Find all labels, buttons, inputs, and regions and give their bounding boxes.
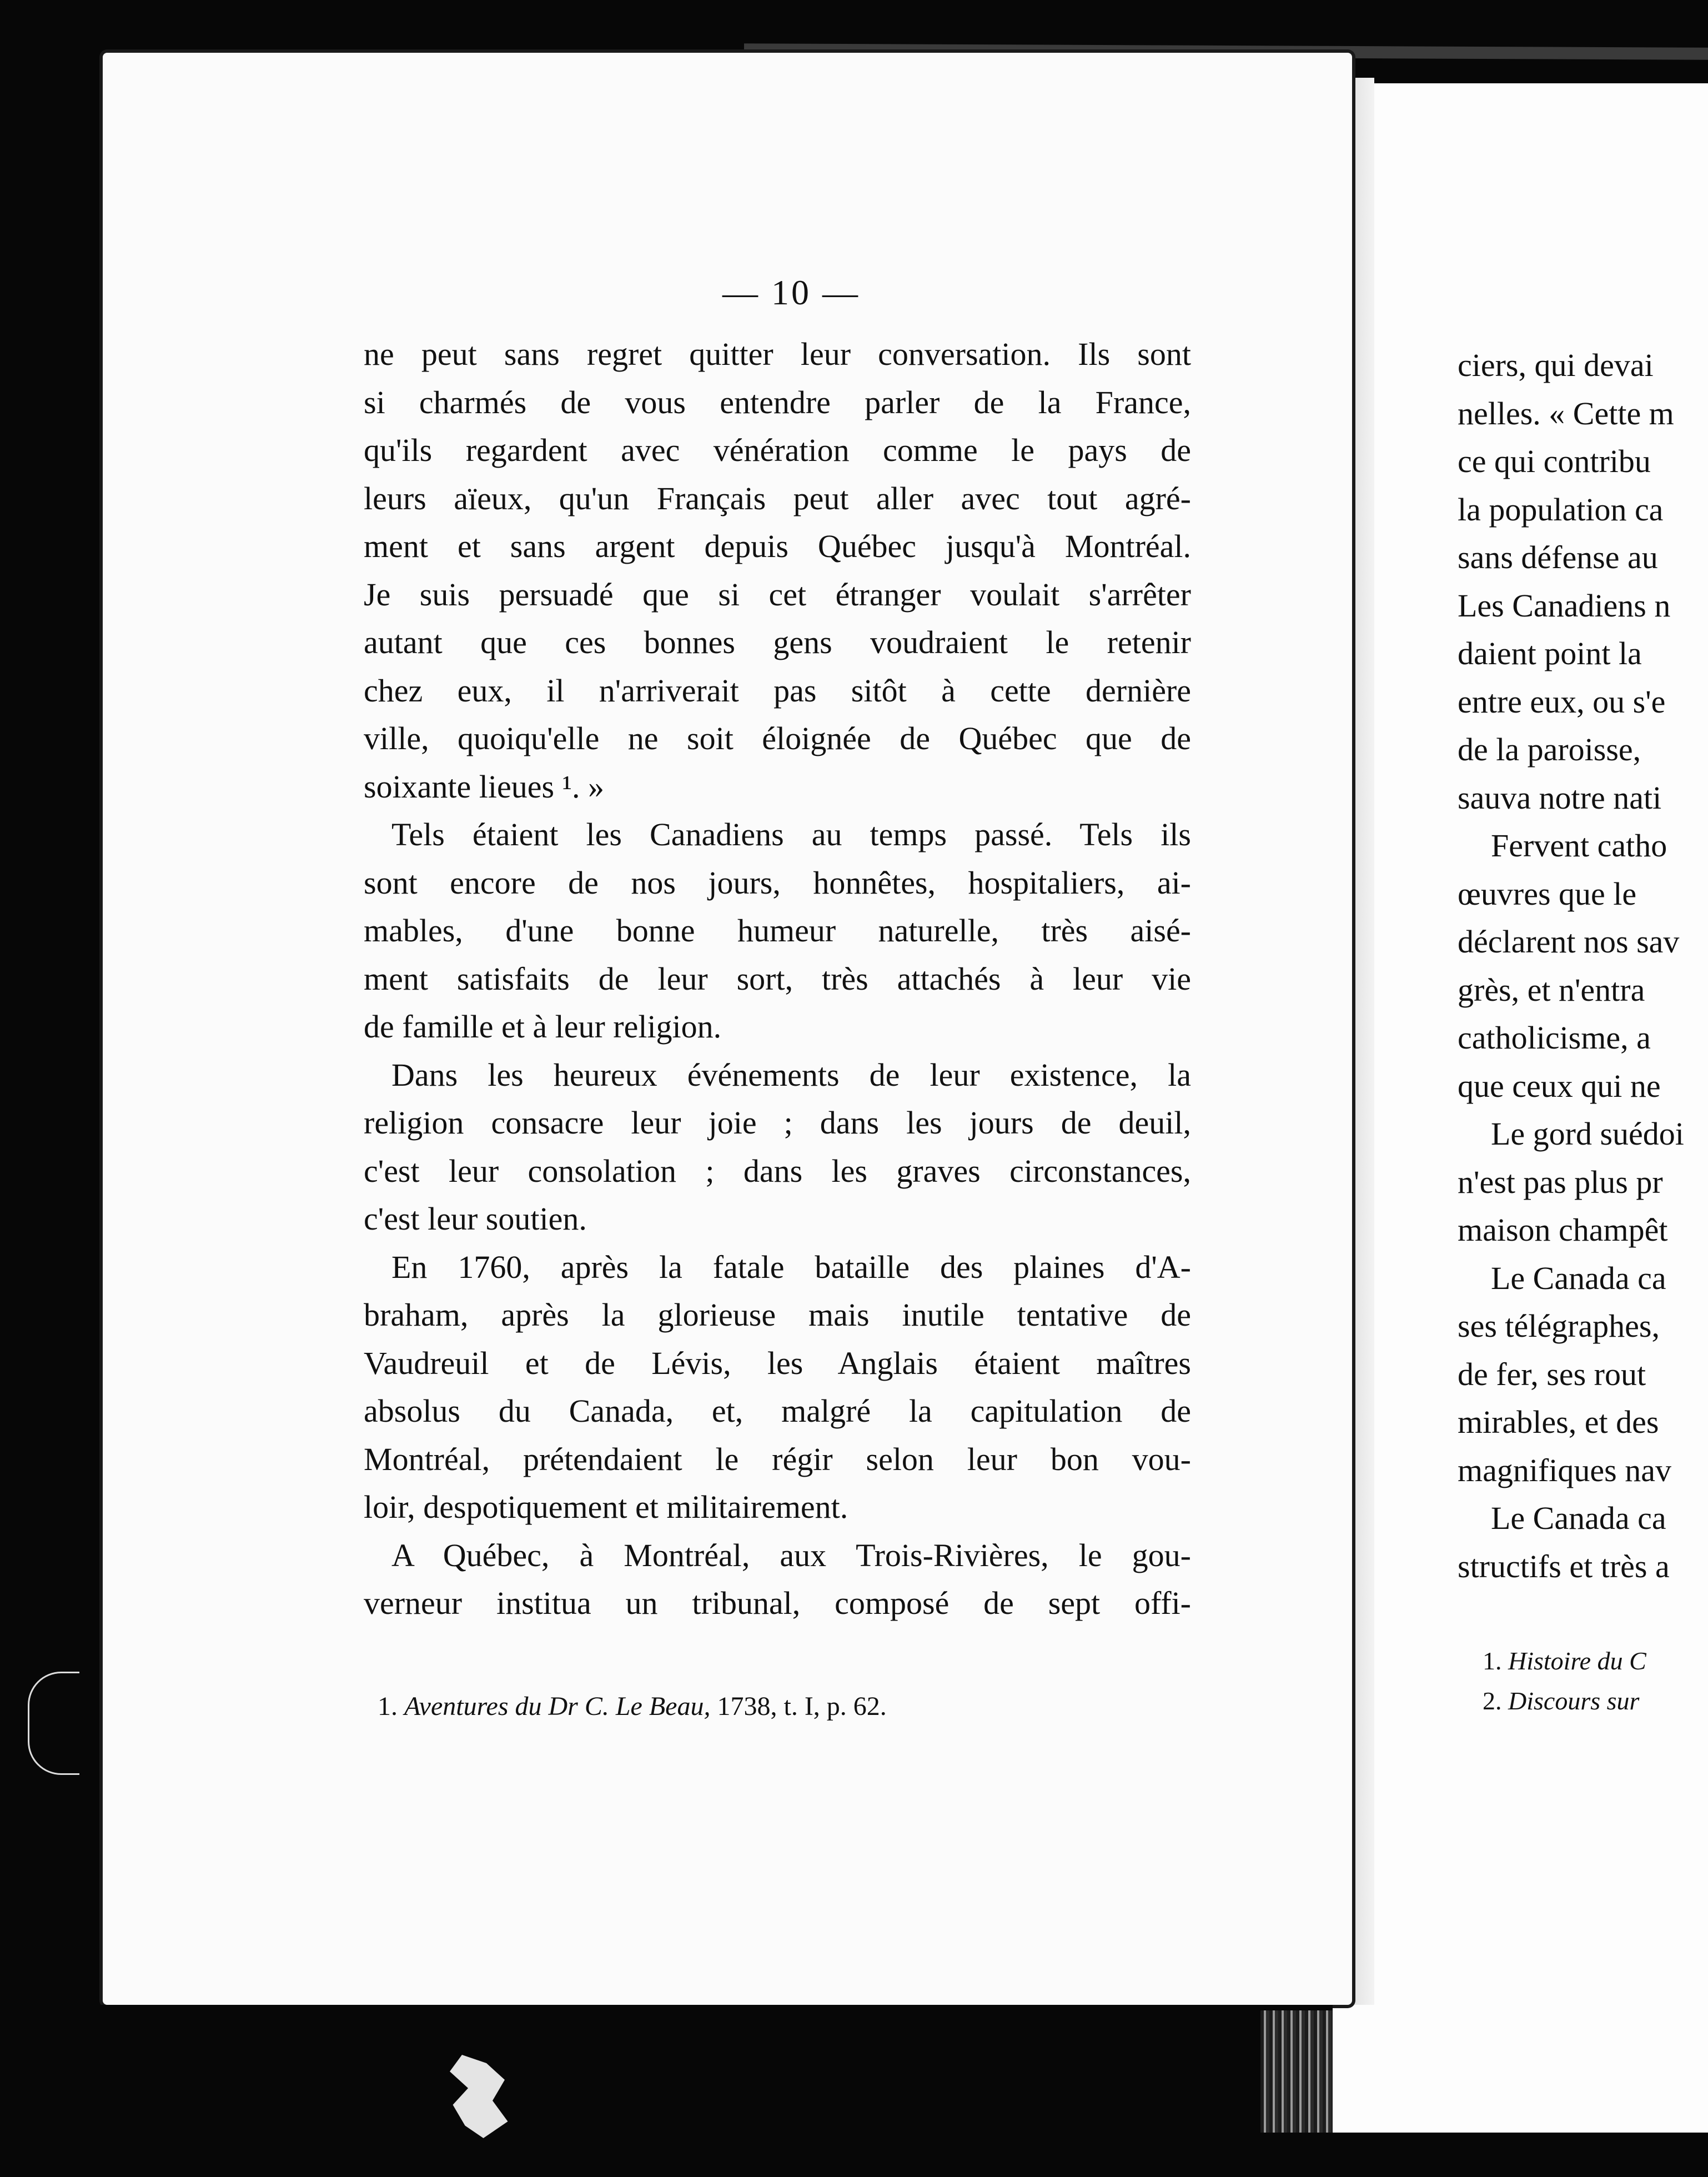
right-text-line: œuvres que le: [1458, 875, 1637, 912]
right-footnote-text: Histoire du C: [1508, 1647, 1646, 1675]
right-text-line: entre eux, ou s'e: [1458, 683, 1666, 720]
text-line: sont encore de nos jours, honnêtes, hospitaliers, ai-: [364, 864, 1191, 901]
book-binding: [1260, 2010, 1333, 2133]
text-line: autant que ces bonnes gens voudraient le retenir: [364, 624, 1191, 660]
text-line: chez eux, il n'arriverait pas sitôt à cette dernière: [364, 672, 1191, 709]
right-footnote-number: 1.: [1483, 1647, 1502, 1675]
text-line: Montréal, prétendaient le régir selon leur bon vou-: [364, 1441, 1191, 1477]
text-line: Tels étaient les Canadiens au temps passé. Tels ils: [391, 816, 1191, 852]
footnote-number: 1.: [378, 1692, 398, 1721]
right-text-line: Le Canada ca: [1491, 1260, 1666, 1296]
right-text-line: Le gord suédoi: [1491, 1116, 1684, 1152]
text-line: braham, après la glorieuse mais inutile tentative de: [364, 1297, 1191, 1333]
right-text-line: ciers, qui devai: [1458, 347, 1654, 383]
scan-artifact: [28, 1672, 79, 1775]
footnote: [378, 1691, 1099, 1722]
right-text-line: maison champêt: [1458, 1212, 1668, 1248]
text-line: mables, d'une bonne humeur naturelle, très aisé-: [364, 912, 1191, 949]
right-text-line: sauva notre nati: [1458, 779, 1662, 816]
text-line: qu'ils regardent avec vénération comme le pays de: [364, 432, 1191, 468]
text-line: si charmés de vous entendre parler de la France,: [364, 384, 1191, 420]
right-text-line: catholicisme, a: [1458, 1020, 1651, 1056]
right-text-line: Fervent catho: [1491, 827, 1667, 864]
right-text-line: ce qui contribu: [1458, 443, 1651, 479]
text-line: de famille et à leur religion.: [364, 1009, 722, 1045]
right-text-line: mirables, et des: [1458, 1404, 1659, 1440]
text-line: Dans les heureux événements de leur existence, la: [391, 1056, 1191, 1093]
right-footnote: [1483, 1681, 1708, 1721]
text-line: ment satisfaits de leur sort, très attachés à leur vie: [364, 960, 1191, 997]
right-footnote-text: Discours sur: [1508, 1687, 1640, 1715]
text-line: absolus du Canada, et, malgré la capitulation de: [364, 1393, 1191, 1429]
page-number: — 10 —: [722, 273, 860, 312]
text-line: ment et sans argent depuis Québec jusqu'à Montréal.: [364, 528, 1191, 564]
text-line: soixante lieues ¹. »: [364, 768, 604, 805]
right-text-line: Les Canadiens n: [1458, 587, 1671, 624]
right-text-line: de fer, ses rout: [1458, 1356, 1646, 1392]
text-line: Vaudreuil et de Lévis, les Anglais étaient maîtres: [364, 1345, 1191, 1381]
right-page-text: [1458, 342, 1708, 1591]
right-page-footnotes: [1483, 1641, 1708, 1721]
right-text-line: de la paroisse,: [1458, 731, 1641, 768]
main-text-body: [364, 330, 1191, 1628]
text-line: En 1760, après la fatale bataille des plaines d'A-: [391, 1248, 1191, 1285]
text-line: loir, despotiquement et militairement.: [364, 1489, 848, 1525]
right-text-line: nelles. « Cette m: [1458, 395, 1674, 432]
right-footnote: [1483, 1641, 1708, 1681]
right-text-line: grès, et n'entra: [1458, 971, 1645, 1008]
text-line: ne peut sans regret quitter leur conversation. Ils sont: [364, 336, 1191, 372]
footnote-title: Aventures du Dr C. Le Beau,: [404, 1692, 711, 1721]
right-text-line: structifs et très a: [1458, 1548, 1670, 1584]
right-text-line: n'est pas plus pr: [1458, 1163, 1663, 1200]
right-text-line: ses télégraphes,: [1458, 1308, 1660, 1344]
text-line: c'est leur consolation ; dans les graves circonstances,: [364, 1152, 1191, 1189]
text-line: verneur institua un tribunal, composé de sept offi-: [364, 1585, 1191, 1621]
right-text-line: la population ca: [1458, 491, 1664, 528]
text-line: ville, quoiqu'elle ne soit éloignée de Québec que de: [364, 720, 1191, 756]
right-text-line: daient point la: [1458, 635, 1642, 671]
text-line: leurs aïeux, qu'un Français peut aller avec tout agré-: [364, 480, 1191, 516]
text-line: Je suis persuadé que si cet étranger voulait s'arrêter: [364, 576, 1191, 613]
right-text-line: sans défense au: [1458, 539, 1658, 575]
right-text-line: déclarent nos sav: [1458, 924, 1680, 960]
text-line: religion consacre leur joie ; dans les jours de deuil,: [364, 1105, 1191, 1141]
text-line: A Québec, à Montréal, aux Trois-Rivières, le gou-: [391, 1537, 1191, 1573]
right-text-line: magnifiques nav: [1458, 1452, 1671, 1488]
right-text-line: que ceux qui ne: [1458, 1067, 1661, 1104]
footnote-reference: 1738, t. I, p. 62.: [717, 1692, 887, 1721]
bottom-margin: [0, 2005, 1333, 2177]
text-line: c'est leur soutien.: [364, 1201, 587, 1237]
right-text-line: Le Canada ca: [1491, 1500, 1666, 1536]
right-footnote-number: 2.: [1483, 1687, 1502, 1715]
